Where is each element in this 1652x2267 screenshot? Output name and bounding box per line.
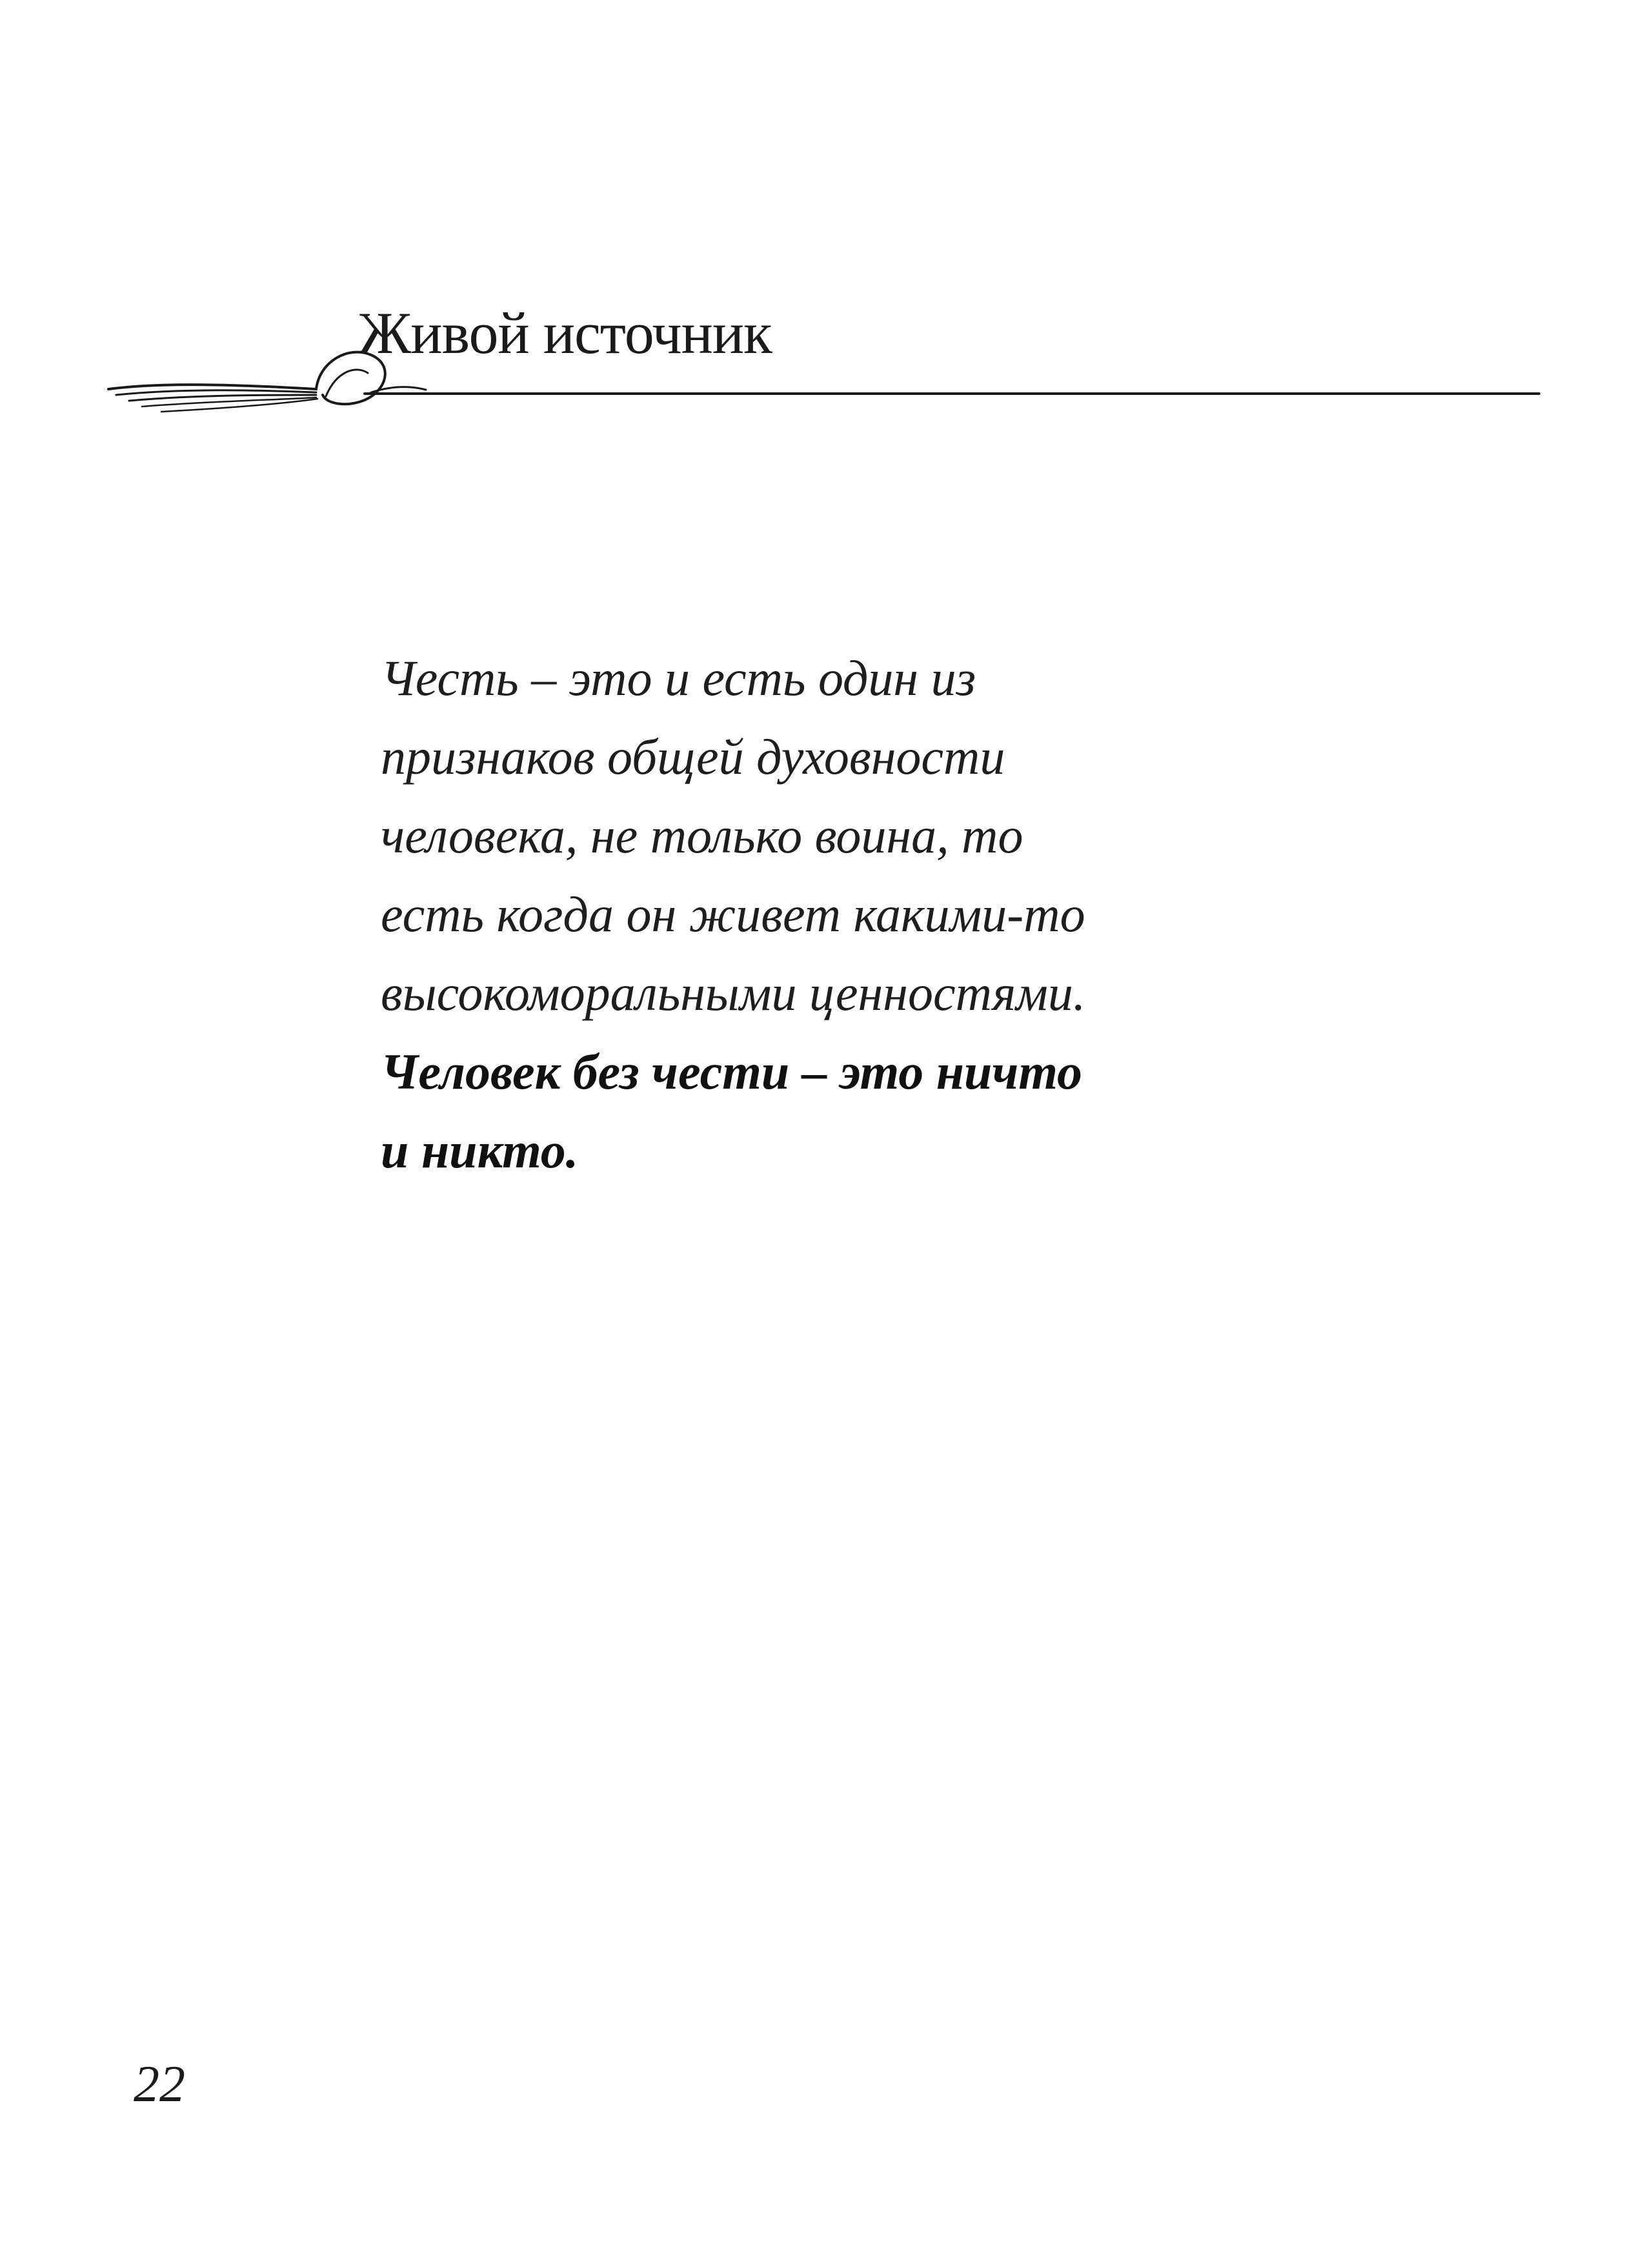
quote-emphasis-line: Человек без чести – это ничто [381,1043,1083,1100]
epigraph-quote [381,639,1220,1190]
quote-line: есть когда он живет какими-то [381,886,1085,942]
page-number: 22 [134,2056,185,2113]
quote-line: признаков общей духовности [381,729,1005,785]
running-head-title: Живой источник [358,300,772,366]
quote-line: человека, не только воина, то [381,807,1023,863]
quote-emphasis-line: и никто. [381,1122,579,1178]
quote-line: высокоморальными ценностями. [381,965,1086,1021]
running-head [103,284,1549,413]
flourish-ornament-icon [103,323,1549,413]
quote-line: Честь – это и есть один из [381,650,976,706]
